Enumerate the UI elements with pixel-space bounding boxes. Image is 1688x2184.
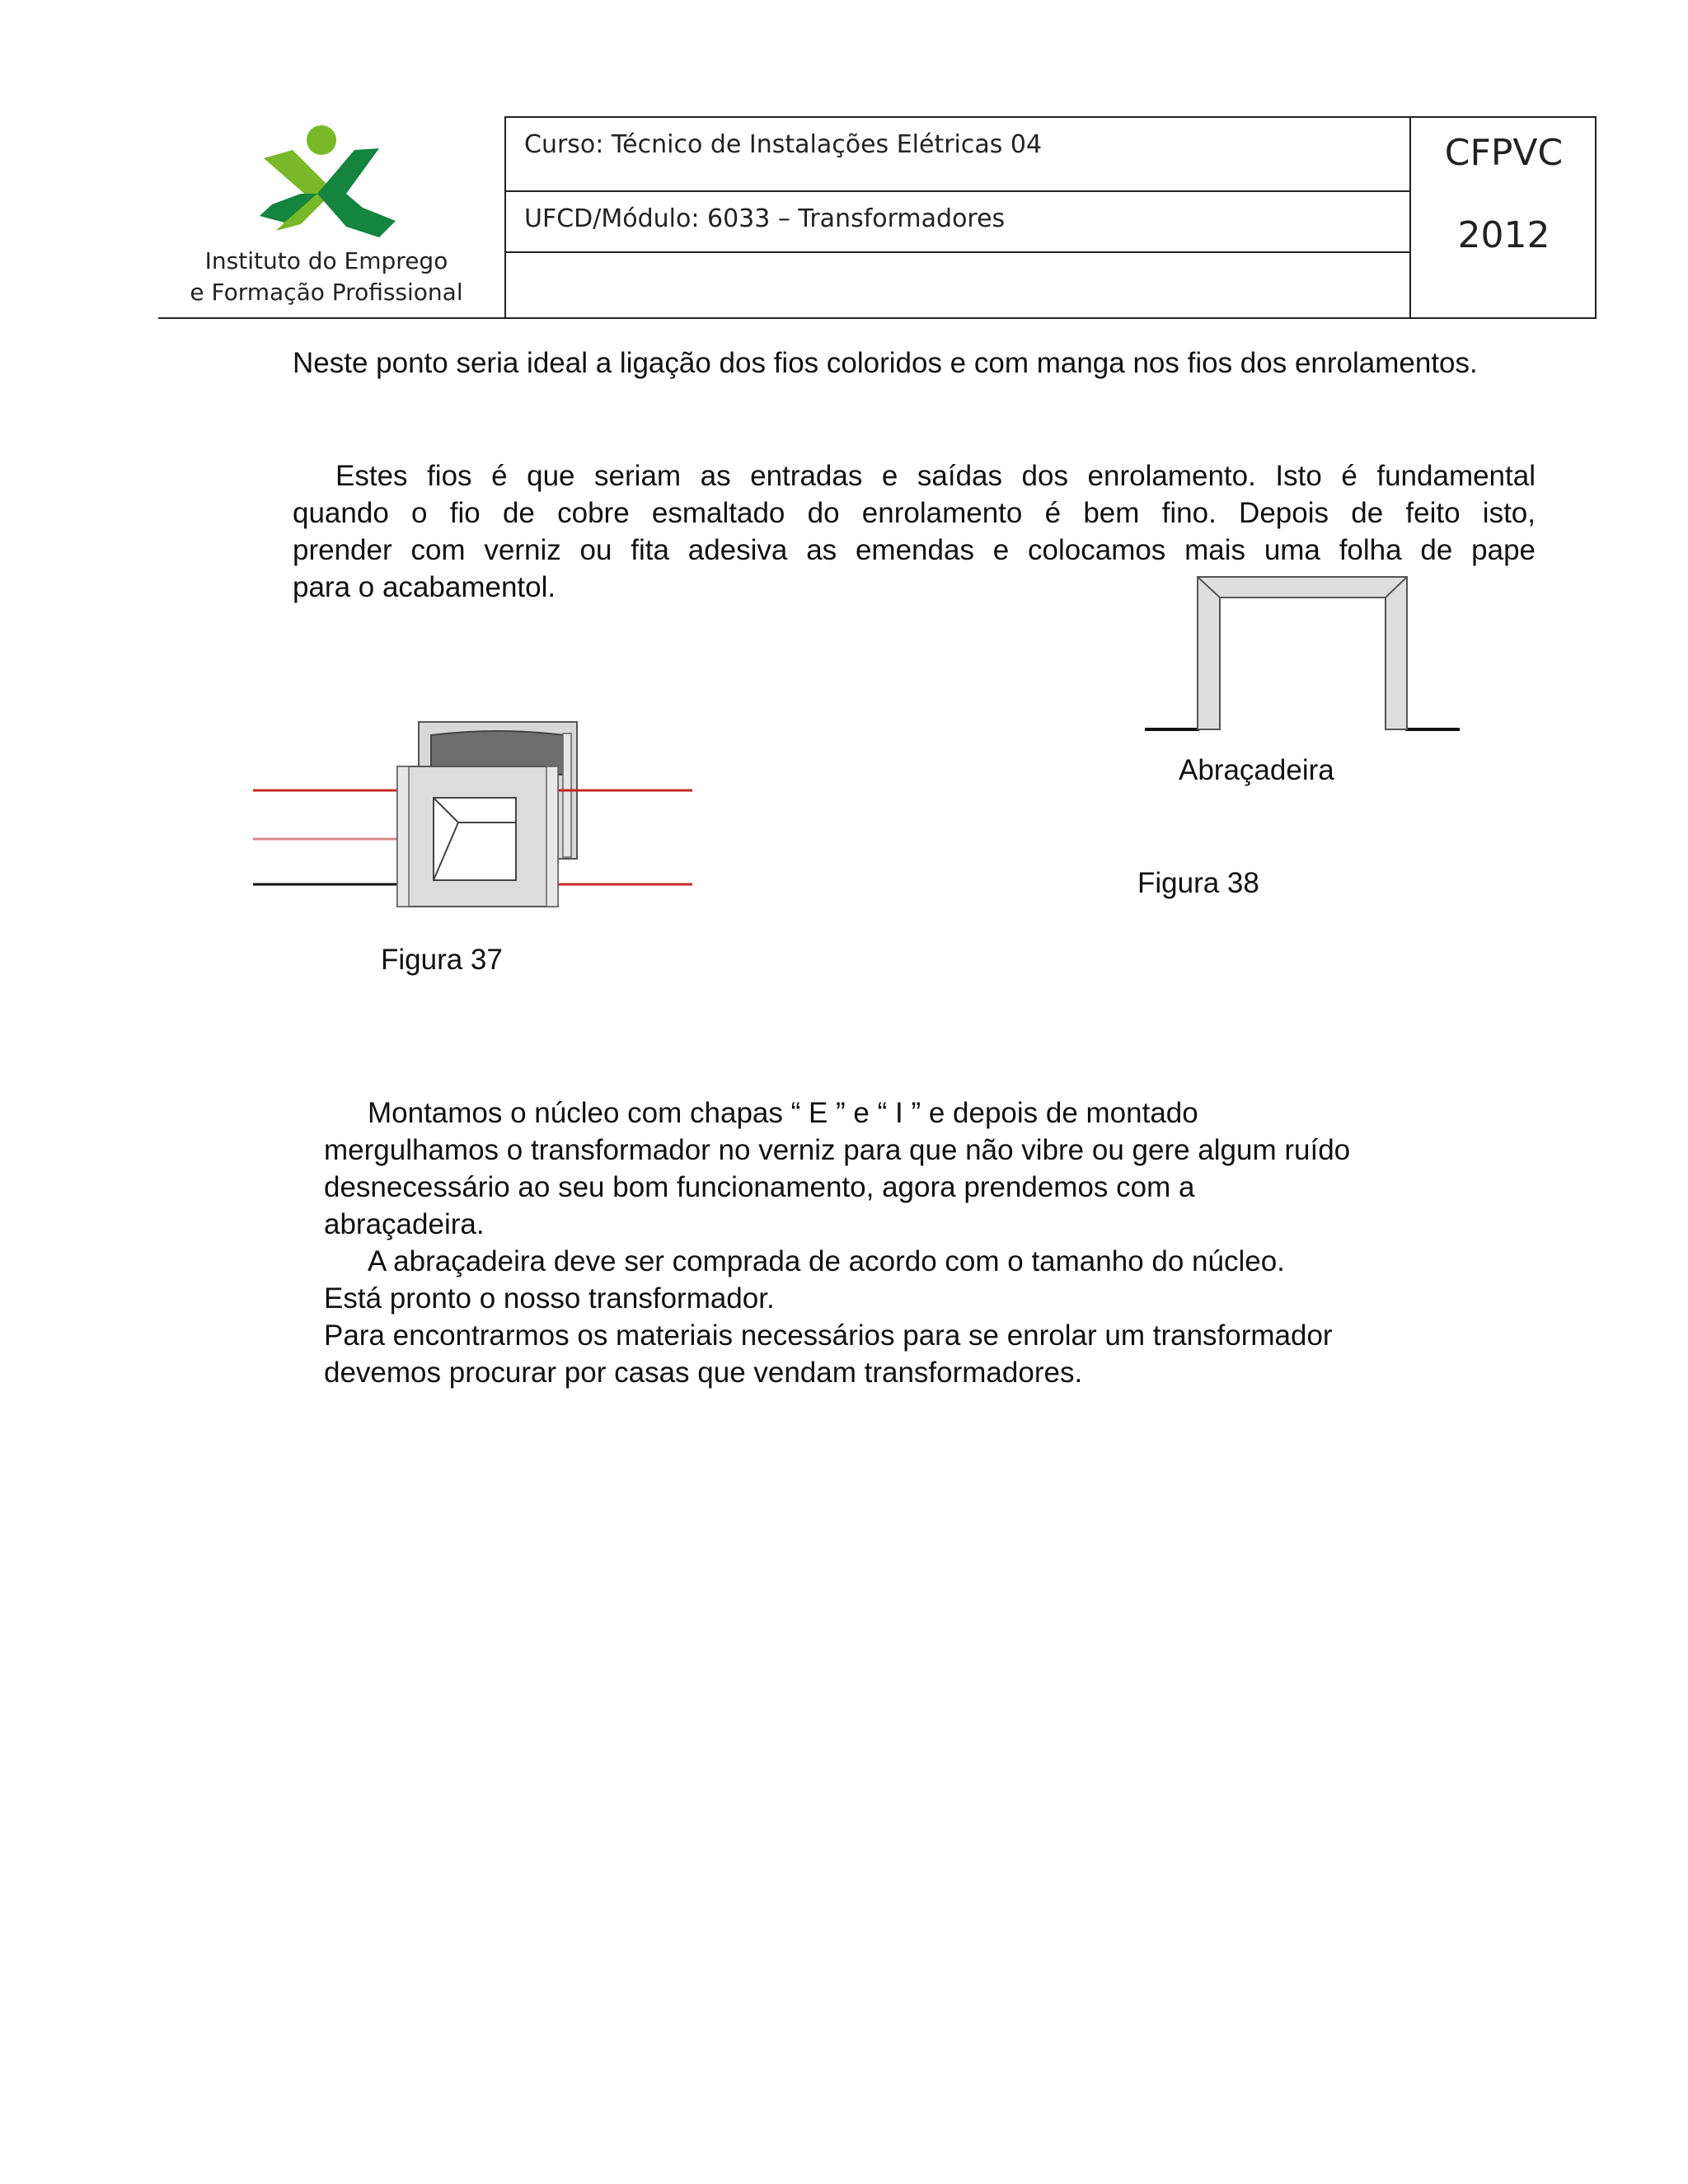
intro-paragraph: Neste ponto seria ideal a ligação dos fios coloridos e com manga nos fios dos enrolamentos.: [293, 347, 1478, 379]
figure-38-clamp: [1142, 573, 1463, 738]
paragraph-1-line: prender com verniz ou fita adesiva as emendas e colocamos mais uma folha de pape: [293, 534, 1536, 566]
module-cell: UFCD/Módulo: 6033 – Transformadores: [524, 204, 1006, 233]
header-bottom-rule: [158, 317, 1597, 319]
course-cell: Curso: Técnico de Instalações Elétricas 04: [524, 130, 1043, 159]
paragraph-2-line: A abraçadeira deve ser comprada de acordo com o tamanho do núcleo.: [368, 1245, 1285, 1277]
header-table-divider-row2: [504, 251, 1409, 253]
paragraph-1-line: para o acabamentol.: [293, 571, 556, 603]
front-frame-right-flange: [546, 766, 558, 907]
paragraph-1-line: Estes fios é que seriam as entradas e saídas dos enrolamento. Isto é fundamental: [335, 460, 1536, 492]
header-year: 2012: [1457, 214, 1550, 256]
paragraph-2-line: devemos procurar por casas que vendam transformadores.: [324, 1357, 1083, 1389]
paragraph-2-line: mergulhamos o transformador no verniz para que não vibre ou gere algum ruído: [324, 1134, 1351, 1166]
paragraph-1-line: quando o fio de cobre esmaltado do enrolamento é bem fino. Depois de feito isto,: [293, 497, 1536, 529]
front-frame-left-flange: [397, 766, 409, 907]
back-frame-slot: [563, 733, 571, 857]
paragraph-2-line: abraçadeira.: [324, 1208, 485, 1240]
paragraph-2-line: Montamos o núcleo com chapas “ E ” e “ I ” e depois de montado: [368, 1097, 1198, 1129]
paragraph-2-line: Para encontrarmos os materiais necessários para se enrolar um transformador: [324, 1319, 1333, 1352]
figure-38-label: Abraçadeira: [1179, 754, 1334, 786]
figure-38-caption: Figura 38: [1137, 867, 1259, 899]
logo-right-arm: [317, 148, 396, 237]
org-name-line1: Instituto do Emprego: [204, 247, 448, 274]
logo-head: [307, 125, 336, 155]
header-table-divider-row1: [504, 190, 1409, 192]
paragraph-2: [324, 1094, 1478, 1391]
org-name: [181, 246, 471, 308]
paragraph-2-line: Está pronto o nosso transformador.: [324, 1282, 775, 1315]
figure-37-transformer: [251, 717, 696, 915]
paragraph-2-line: desnecessário ao seu bom funcionamento, agora prendemos com a: [324, 1171, 1195, 1203]
org-name-line2: e Formação Profissional: [190, 279, 463, 306]
clamp-body: [1198, 577, 1407, 729]
figure-37-caption: Figura 37: [381, 944, 503, 976]
center-code: CFPVC: [1444, 132, 1564, 174]
